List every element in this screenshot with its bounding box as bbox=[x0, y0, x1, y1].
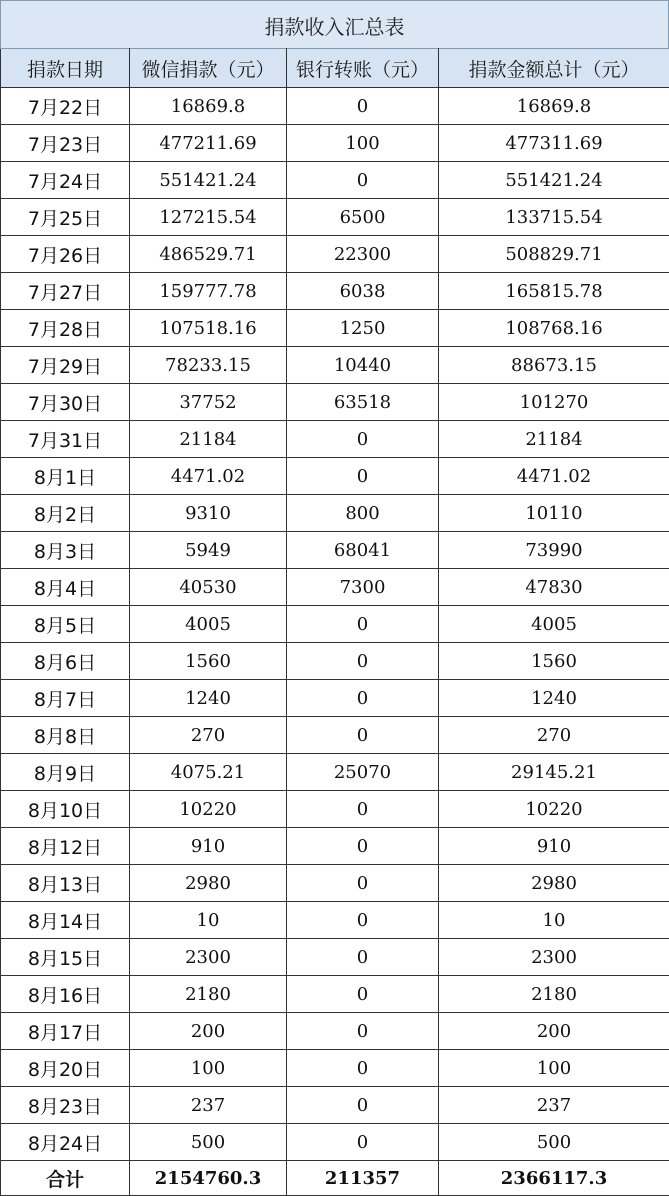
cell-bank-transfer: 800 bbox=[287, 495, 439, 532]
cell-total-amount: 133715.54 bbox=[439, 199, 669, 236]
header-total-amount: 捐款金额总计（元） bbox=[439, 49, 669, 88]
cell-date: 8月7日 bbox=[1, 680, 130, 717]
cell-total-amount: 910 bbox=[439, 828, 669, 865]
cell-wechat: 159777.78 bbox=[130, 273, 287, 310]
total-label: 合计 bbox=[1, 1161, 130, 1196]
cell-total-amount: 1240 bbox=[439, 680, 669, 717]
cell-total-amount: 500 bbox=[439, 1124, 669, 1161]
cell-wechat: 4075.21 bbox=[130, 754, 287, 791]
table-row bbox=[1, 754, 669, 791]
cell-total-amount: 73990 bbox=[439, 532, 669, 569]
total-amount: 2366117.3 bbox=[439, 1161, 669, 1196]
cell-date: 7月23日 bbox=[1, 125, 130, 162]
cell-wechat: 107518.16 bbox=[130, 310, 287, 347]
cell-total-amount: 200 bbox=[439, 1013, 669, 1050]
cell-wechat: 486529.71 bbox=[130, 236, 287, 273]
table-row bbox=[1, 680, 669, 717]
header-bank-transfer: 银行转账（元） bbox=[287, 49, 439, 88]
cell-bank-transfer: 0 bbox=[287, 421, 439, 458]
table-row bbox=[1, 421, 669, 458]
header-row bbox=[1, 49, 669, 88]
table-row bbox=[1, 532, 669, 569]
cell-date: 7月25日 bbox=[1, 199, 130, 236]
cell-wechat: 4471.02 bbox=[130, 458, 287, 495]
cell-bank-transfer: 100 bbox=[287, 125, 439, 162]
cell-total-amount: 477311.69 bbox=[439, 125, 669, 162]
table-row bbox=[1, 976, 669, 1013]
cell-total-amount: 21184 bbox=[439, 421, 669, 458]
total-row bbox=[1, 1161, 669, 1196]
cell-total-amount: 10220 bbox=[439, 791, 669, 828]
cell-date: 8月4日 bbox=[1, 569, 130, 606]
cell-bank-transfer: 0 bbox=[287, 1087, 439, 1124]
table-row bbox=[1, 902, 669, 939]
cell-total-amount: 101270 bbox=[439, 384, 669, 421]
cell-date: 7月29日 bbox=[1, 347, 130, 384]
cell-bank-transfer: 0 bbox=[287, 458, 439, 495]
cell-date: 8月13日 bbox=[1, 865, 130, 902]
cell-wechat: 10220 bbox=[130, 791, 287, 828]
cell-bank-transfer: 0 bbox=[287, 88, 439, 125]
cell-wechat: 2300 bbox=[130, 939, 287, 976]
cell-bank-transfer: 0 bbox=[287, 1013, 439, 1050]
cell-date: 8月23日 bbox=[1, 1087, 130, 1124]
cell-total-amount: 237 bbox=[439, 1087, 669, 1124]
cell-wechat: 9310 bbox=[130, 495, 287, 532]
cell-bank-transfer: 6038 bbox=[287, 273, 439, 310]
cell-wechat: 1560 bbox=[130, 643, 287, 680]
cell-wechat: 2980 bbox=[130, 865, 287, 902]
table-row bbox=[1, 606, 669, 643]
cell-date: 8月20日 bbox=[1, 1050, 130, 1087]
table-row bbox=[1, 236, 669, 273]
cell-wechat: 910 bbox=[130, 828, 287, 865]
header-date: 捐款日期 bbox=[1, 49, 130, 88]
cell-wechat: 551421.24 bbox=[130, 162, 287, 199]
table-row bbox=[1, 1087, 669, 1124]
cell-bank-transfer: 0 bbox=[287, 717, 439, 754]
cell-wechat: 100 bbox=[130, 1050, 287, 1087]
cell-wechat: 200 bbox=[130, 1013, 287, 1050]
cell-wechat: 2180 bbox=[130, 976, 287, 1013]
table-row bbox=[1, 791, 669, 828]
cell-total-amount: 100 bbox=[439, 1050, 669, 1087]
table-row bbox=[1, 1013, 669, 1050]
cell-bank-transfer: 0 bbox=[287, 1124, 439, 1161]
cell-date: 8月24日 bbox=[1, 1124, 130, 1161]
cell-total-amount: 270 bbox=[439, 717, 669, 754]
cell-total-amount: 4005 bbox=[439, 606, 669, 643]
cell-wechat: 500 bbox=[130, 1124, 287, 1161]
cell-wechat: 477211.69 bbox=[130, 125, 287, 162]
total-wechat: 2154760.3 bbox=[130, 1161, 287, 1196]
cell-bank-transfer: 10440 bbox=[287, 347, 439, 384]
cell-wechat: 5949 bbox=[130, 532, 287, 569]
table-body bbox=[1, 88, 669, 1161]
table-row bbox=[1, 458, 669, 495]
cell-wechat: 270 bbox=[130, 717, 287, 754]
cell-bank-transfer: 0 bbox=[287, 865, 439, 902]
cell-wechat: 237 bbox=[130, 1087, 287, 1124]
cell-total-amount: 508829.71 bbox=[439, 236, 669, 273]
cell-bank-transfer: 7300 bbox=[287, 569, 439, 606]
cell-bank-transfer: 0 bbox=[287, 902, 439, 939]
cell-wechat: 37752 bbox=[130, 384, 287, 421]
cell-bank-transfer: 0 bbox=[287, 680, 439, 717]
table-row bbox=[1, 347, 669, 384]
table-title: 捐款收入汇总表 bbox=[0, 0, 669, 49]
cell-date: 8月1日 bbox=[1, 458, 130, 495]
table-row bbox=[1, 939, 669, 976]
cell-date: 8月14日 bbox=[1, 902, 130, 939]
cell-total-amount: 551421.24 bbox=[439, 162, 669, 199]
table-row bbox=[1, 384, 669, 421]
cell-bank-transfer: 0 bbox=[287, 643, 439, 680]
cell-date: 7月27日 bbox=[1, 273, 130, 310]
cell-bank-transfer: 0 bbox=[287, 828, 439, 865]
total-bank-transfer: 211357 bbox=[287, 1161, 439, 1196]
cell-date: 8月17日 bbox=[1, 1013, 130, 1050]
cell-total-amount: 29145.21 bbox=[439, 754, 669, 791]
table-row bbox=[1, 1050, 669, 1087]
cell-total-amount: 108768.16 bbox=[439, 310, 669, 347]
cell-total-amount: 47830 bbox=[439, 569, 669, 606]
cell-wechat: 21184 bbox=[130, 421, 287, 458]
table-row bbox=[1, 643, 669, 680]
cell-bank-transfer: 0 bbox=[287, 606, 439, 643]
cell-date: 8月15日 bbox=[1, 939, 130, 976]
table-row bbox=[1, 569, 669, 606]
cell-bank-transfer: 0 bbox=[287, 791, 439, 828]
cell-bank-transfer: 0 bbox=[287, 939, 439, 976]
cell-date: 7月24日 bbox=[1, 162, 130, 199]
cell-bank-transfer: 1250 bbox=[287, 310, 439, 347]
table-row bbox=[1, 310, 669, 347]
cell-total-amount: 10110 bbox=[439, 495, 669, 532]
cell-date: 7月28日 bbox=[1, 310, 130, 347]
cell-date: 8月5日 bbox=[1, 606, 130, 643]
cell-wechat: 127215.54 bbox=[130, 199, 287, 236]
cell-bank-transfer: 63518 bbox=[287, 384, 439, 421]
table-row bbox=[1, 162, 669, 199]
cell-date: 8月2日 bbox=[1, 495, 130, 532]
cell-total-amount: 165815.78 bbox=[439, 273, 669, 310]
cell-date: 8月8日 bbox=[1, 717, 130, 754]
cell-date: 7月31日 bbox=[1, 421, 130, 458]
cell-bank-transfer: 68041 bbox=[287, 532, 439, 569]
cell-bank-transfer: 0 bbox=[287, 162, 439, 199]
table-row bbox=[1, 717, 669, 754]
cell-total-amount: 16869.8 bbox=[439, 88, 669, 125]
table-row bbox=[1, 865, 669, 902]
table-row bbox=[1, 125, 669, 162]
cell-wechat: 16869.8 bbox=[130, 88, 287, 125]
cell-date: 8月10日 bbox=[1, 791, 130, 828]
cell-bank-transfer: 0 bbox=[287, 976, 439, 1013]
cell-bank-transfer: 25070 bbox=[287, 754, 439, 791]
cell-date: 7月30日 bbox=[1, 384, 130, 421]
cell-wechat: 4005 bbox=[130, 606, 287, 643]
cell-wechat: 40530 bbox=[130, 569, 287, 606]
cell-date: 7月26日 bbox=[1, 236, 130, 273]
table-row bbox=[1, 828, 669, 865]
cell-wechat: 78233.15 bbox=[130, 347, 287, 384]
table-row bbox=[1, 88, 669, 125]
header-wechat: 微信捐款（元） bbox=[130, 49, 287, 88]
cell-total-amount: 10 bbox=[439, 902, 669, 939]
cell-wechat: 1240 bbox=[130, 680, 287, 717]
cell-total-amount: 2180 bbox=[439, 976, 669, 1013]
cell-total-amount: 2980 bbox=[439, 865, 669, 902]
donation-table bbox=[0, 48, 669, 1196]
cell-total-amount: 88673.15 bbox=[439, 347, 669, 384]
cell-date: 8月12日 bbox=[1, 828, 130, 865]
cell-bank-transfer: 0 bbox=[287, 1050, 439, 1087]
cell-date: 8月16日 bbox=[1, 976, 130, 1013]
cell-date: 8月6日 bbox=[1, 643, 130, 680]
cell-total-amount: 2300 bbox=[439, 939, 669, 976]
cell-date: 8月3日 bbox=[1, 532, 130, 569]
table-row bbox=[1, 273, 669, 310]
table-row bbox=[1, 1124, 669, 1161]
table-row bbox=[1, 199, 669, 236]
cell-total-amount: 4471.02 bbox=[439, 458, 669, 495]
cell-total-amount: 1560 bbox=[439, 643, 669, 680]
cell-bank-transfer: 6500 bbox=[287, 199, 439, 236]
cell-date: 7月22日 bbox=[1, 88, 130, 125]
cell-date: 8月9日 bbox=[1, 754, 130, 791]
table-row bbox=[1, 495, 669, 532]
cell-wechat: 10 bbox=[130, 902, 287, 939]
cell-bank-transfer: 22300 bbox=[287, 236, 439, 273]
